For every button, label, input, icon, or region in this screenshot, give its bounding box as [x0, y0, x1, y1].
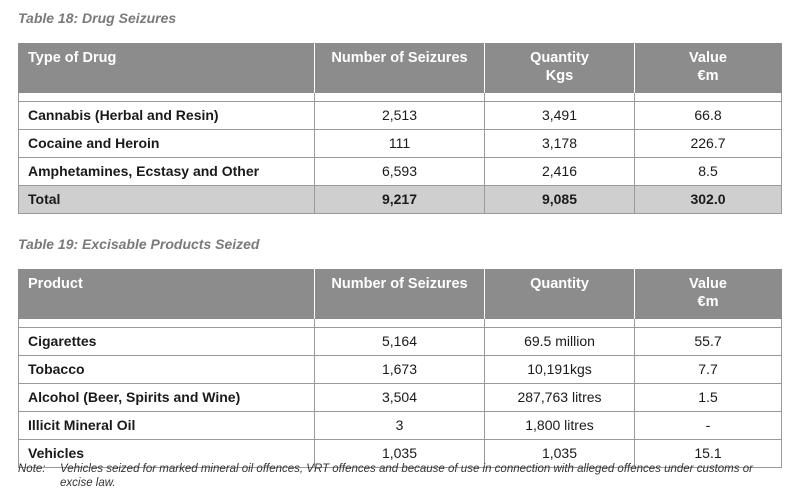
- row-quantity: 3,491: [485, 102, 635, 130]
- header-type-of-drug: Type of Drug: [19, 43, 315, 93]
- row-label: Cannabis (Herbal and Resin): [19, 102, 315, 130]
- table-note: [18, 462, 778, 490]
- row-seizures: 6,593: [315, 158, 485, 186]
- table-row: [19, 158, 782, 186]
- table-header-row: [19, 269, 782, 319]
- table-row: [19, 356, 782, 384]
- header-quantity-label: Quantity: [530, 50, 589, 66]
- total-quantity: 9,085: [485, 186, 635, 214]
- row-label: Alcohol (Beer, Spirits and Wine): [19, 384, 315, 412]
- table-row: [19, 130, 782, 158]
- table18-caption: Table 18: Drug Seizures: [18, 10, 177, 26]
- table-row: [19, 384, 782, 412]
- total-value: 302.0: [635, 186, 782, 214]
- row-seizures: 1,035: [315, 440, 485, 468]
- row-quantity: 3,178: [485, 130, 635, 158]
- row-label: Cocaine and Heroin: [19, 130, 315, 158]
- row-seizures: 1,673: [315, 356, 485, 384]
- row-label: Amphetamines, Ecstasy and Other: [19, 158, 315, 186]
- row-seizures: 2,513: [315, 102, 485, 130]
- row-quantity: 287,763 litres: [485, 384, 635, 412]
- table-row: [19, 102, 782, 130]
- header-value-label: Value: [689, 276, 727, 292]
- excisable-products-table: [18, 269, 782, 468]
- row-value: 15.1: [635, 440, 782, 468]
- row-seizures: 5,164: [315, 328, 485, 356]
- total-seizures: 9,217: [315, 186, 485, 214]
- row-label: Tobacco: [19, 356, 315, 384]
- row-value: 226.7: [635, 130, 782, 158]
- header-product: Product: [19, 269, 315, 319]
- note-key: Note:: [18, 463, 46, 475]
- row-quantity: 2,416: [485, 158, 635, 186]
- row-label: Cigarettes: [19, 328, 315, 356]
- drug-seizures-table: [18, 43, 782, 214]
- header-number-of-seizures: Number of Seizures: [315, 43, 485, 93]
- header-value: [635, 43, 782, 93]
- table-row: [19, 412, 782, 440]
- row-value: 66.8: [635, 102, 782, 130]
- header-quantity: [485, 43, 635, 93]
- row-value: 7.7: [635, 356, 782, 384]
- row-seizures: 3,504: [315, 384, 485, 412]
- header-value: [635, 269, 782, 319]
- total-row: [19, 186, 782, 214]
- row-label: Vehicles: [19, 440, 315, 468]
- header-number-of-seizures: Number of Seizures: [315, 269, 485, 319]
- row-quantity: 1,035: [485, 440, 635, 468]
- header-value-label: Value: [689, 50, 727, 66]
- table-row: [19, 328, 782, 356]
- header-value-unit: €m: [697, 294, 719, 310]
- table19-caption: Table 19: Excisable Products Seized: [18, 236, 260, 252]
- row-quantity: 69.5 million: [485, 328, 635, 356]
- row-value: -: [635, 412, 782, 440]
- row-seizures: 111: [315, 130, 485, 158]
- row-label: Illicit Mineral Oil: [19, 412, 315, 440]
- row-value: 55.7: [635, 328, 782, 356]
- header-quantity-unit: Kgs: [545, 68, 574, 84]
- header-value-unit: €m: [697, 68, 719, 84]
- row-quantity: 10,191kgs: [485, 356, 635, 384]
- row-seizures: 3: [315, 412, 485, 440]
- note-text: Vehicles seized for marked mineral oil offences, VRT offences and because of use in connection with alleged offences under customs or excise law.: [60, 463, 753, 489]
- header-quantity: Quantity: [485, 269, 635, 319]
- row-value: 8.5: [635, 158, 782, 186]
- table-header-row: [19, 43, 782, 93]
- row-value: 1.5: [635, 384, 782, 412]
- total-label: Total: [19, 186, 315, 214]
- row-quantity: 1,800 litres: [485, 412, 635, 440]
